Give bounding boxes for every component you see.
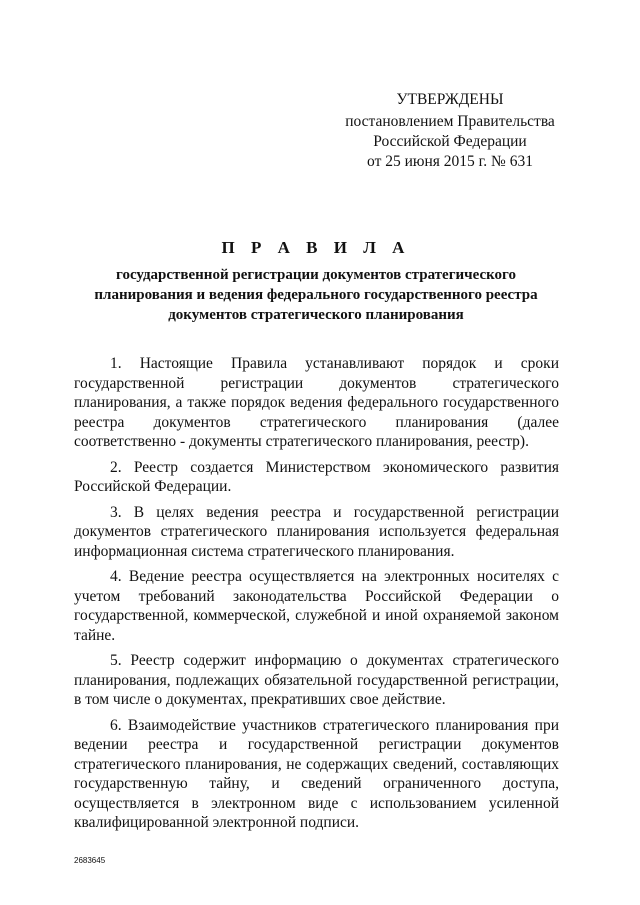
document-title: П Р А В И Л А bbox=[221, 238, 411, 257]
approval-block bbox=[330, 90, 570, 172]
paragraph-5: 5. Реестр содержит информацию о документах стратегического планирования, подлежащих обязательной государственной регистрации, в том числе о документах, прекративших свое действие. bbox=[74, 652, 559, 708]
subtitle-line-3: документов стратегического планирования bbox=[168, 307, 464, 323]
paragraph-1: 1. Настоящие Правила устанавливают порядок и сроки государственной регистрации документов стратегического планирования, а также порядок ведения федерального государственного реестра документов стратегического планирования (далее соответственно - документы стратегического планирования, реестр). bbox=[74, 355, 559, 450]
approval-line-2: Российской Федерации bbox=[373, 133, 527, 150]
approved-heading: УТВЕРЖДЕНЫ bbox=[396, 91, 504, 108]
subtitle-line-1: государственной регистрации документов стратегического bbox=[116, 267, 516, 283]
paragraph-2: 2. Реестр создается Министерством экономического развития Российской Федерации. bbox=[74, 458, 559, 495]
approval-line-1: постановлением Правительства bbox=[345, 113, 555, 130]
paragraph-3: 3. В целях ведения реестра и государственной регистрации документов стратегического планирования используется федеральная информационная система стратегического планирования. bbox=[74, 503, 559, 560]
document-subtitle bbox=[70, 265, 562, 325]
paragraph-4: 4. Ведение реестра осуществляется на электронных носителях с учетом требований законодательства Российской Федерации о государственной, коммерческой, служебной и иной охраняемой законом тайне. bbox=[74, 568, 559, 644]
document-code: 2683645 bbox=[74, 856, 106, 865]
paragraph-6: 6. Взаимодействие участников стратегического планирования при ведении реестра и государственной регистрации документов стратегического планирования, не содержащих сведений, составляющих государственную тайну, и сведений ограниченного доступа, осуществляется в электронном виде с использованием усиленной квалифицированной электронной подписи. bbox=[74, 716, 559, 831]
document-body bbox=[74, 354, 559, 839]
approval-line-3: от 25 июня 2015 г. № 631 bbox=[367, 153, 533, 170]
subtitle-line-2: планирования и ведения федерального государственного реестра bbox=[94, 287, 538, 303]
